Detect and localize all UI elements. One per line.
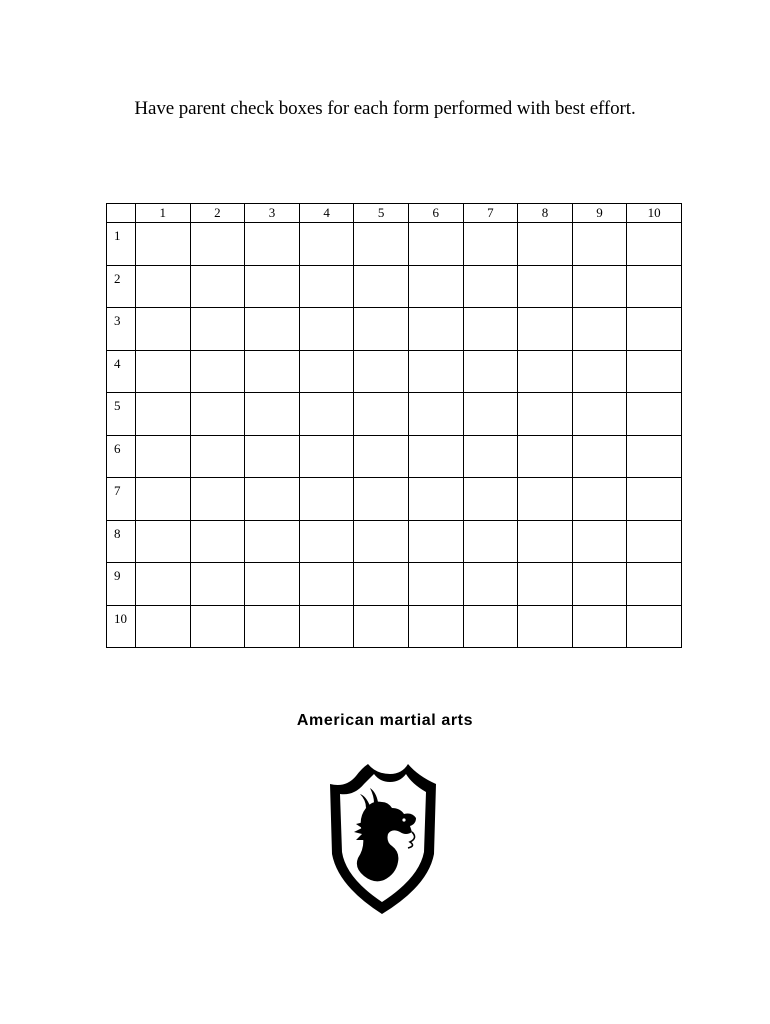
check-box-cell[interactable]	[136, 605, 191, 648]
check-box-cell[interactable]	[572, 393, 627, 436]
check-box-cell[interactable]	[299, 350, 354, 393]
table-row	[107, 223, 682, 266]
check-box-cell[interactable]	[518, 605, 573, 648]
row-header: 10	[107, 605, 136, 648]
check-box-cell[interactable]	[354, 223, 409, 266]
table-row	[107, 308, 682, 351]
column-header: 4	[299, 204, 354, 223]
check-box-cell[interactable]	[518, 223, 573, 266]
school-name: American martial arts	[296, 712, 474, 729]
check-box-cell[interactable]	[627, 265, 682, 308]
check-box-cell[interactable]	[463, 308, 518, 351]
table-row	[107, 605, 682, 648]
check-box-cell[interactable]	[627, 350, 682, 393]
row-header: 9	[107, 563, 136, 606]
check-box-cell[interactable]	[136, 308, 191, 351]
check-box-cell[interactable]	[354, 478, 409, 521]
check-box-cell[interactable]	[354, 435, 409, 478]
check-box-cell[interactable]	[245, 435, 300, 478]
check-box-cell[interactable]	[408, 563, 463, 606]
check-box-cell[interactable]	[518, 520, 573, 563]
check-box-cell[interactable]	[354, 563, 409, 606]
check-box-cell[interactable]	[299, 393, 354, 436]
check-box-cell[interactable]	[572, 605, 627, 648]
check-box-cell[interactable]	[299, 435, 354, 478]
check-box-cell[interactable]	[572, 478, 627, 521]
check-box-cell[interactable]	[518, 478, 573, 521]
check-box-cell[interactable]	[190, 605, 245, 648]
check-box-cell[interactable]	[299, 223, 354, 266]
check-box-cell[interactable]	[245, 308, 300, 351]
check-box-cell[interactable]	[136, 563, 191, 606]
check-box-cell[interactable]	[408, 350, 463, 393]
instruction-text: Have parent check boxes for each form performed with best effort.	[134, 98, 636, 119]
check-box-cell[interactable]	[136, 435, 191, 478]
check-box-cell[interactable]	[572, 350, 627, 393]
check-box-cell[interactable]	[245, 605, 300, 648]
row-header: 6	[107, 435, 136, 478]
column-header: 1	[136, 204, 191, 223]
check-box-cell[interactable]	[518, 308, 573, 351]
check-box-cell[interactable]	[572, 520, 627, 563]
check-box-cell[interactable]	[299, 478, 354, 521]
check-box-cell[interactable]	[463, 265, 518, 308]
check-box-cell[interactable]	[245, 265, 300, 308]
check-box-cell[interactable]	[463, 520, 518, 563]
dragon-eye	[402, 818, 405, 821]
check-box-cell[interactable]	[354, 265, 409, 308]
column-header: 9	[572, 204, 627, 223]
row-header: 5	[107, 393, 136, 436]
check-box-cell[interactable]	[190, 435, 245, 478]
column-header: 3	[245, 204, 300, 223]
check-box-cell[interactable]	[190, 563, 245, 606]
column-header: 10	[627, 204, 682, 223]
check-box-cell[interactable]	[299, 605, 354, 648]
check-box-cell[interactable]	[408, 605, 463, 648]
check-box-cell[interactable]	[245, 563, 300, 606]
table-row	[107, 478, 682, 521]
check-box-cell[interactable]	[190, 308, 245, 351]
table-row	[107, 563, 682, 606]
check-box-cell[interactable]	[245, 393, 300, 436]
check-box-cell[interactable]	[190, 520, 245, 563]
check-box-cell[interactable]	[463, 478, 518, 521]
check-box-cell[interactable]	[627, 605, 682, 648]
check-box-cell[interactable]	[136, 393, 191, 436]
table-row	[107, 520, 682, 563]
check-box-cell[interactable]	[572, 308, 627, 351]
check-box-cell[interactable]	[463, 605, 518, 648]
check-box-cell[interactable]	[627, 563, 682, 606]
check-box-cell[interactable]	[245, 478, 300, 521]
check-box-cell[interactable]	[354, 308, 409, 351]
check-box-cell[interactable]	[572, 265, 627, 308]
row-header: 3	[107, 308, 136, 351]
check-box-cell[interactable]	[518, 435, 573, 478]
check-box-cell[interactable]	[408, 308, 463, 351]
row-header: 8	[107, 520, 136, 563]
check-box-cell[interactable]	[299, 520, 354, 563]
check-box-cell[interactable]	[518, 393, 573, 436]
check-box-cell[interactable]	[245, 223, 300, 266]
check-box-cell[interactable]	[572, 223, 627, 266]
check-box-cell[interactable]	[518, 350, 573, 393]
check-box-cell[interactable]	[463, 435, 518, 478]
table-row	[107, 393, 682, 436]
column-header: 7	[463, 204, 518, 223]
check-box-cell[interactable]	[463, 393, 518, 436]
check-box-cell[interactable]	[627, 308, 682, 351]
check-box-cell[interactable]	[354, 520, 409, 563]
check-box-cell[interactable]	[408, 478, 463, 521]
check-box-cell[interactable]	[190, 265, 245, 308]
check-box-cell[interactable]	[190, 478, 245, 521]
table-row	[107, 265, 682, 308]
column-header: 8	[518, 204, 573, 223]
check-box-cell[interactable]	[136, 520, 191, 563]
column-header: 5	[354, 204, 409, 223]
check-box-cell[interactable]	[354, 350, 409, 393]
corner-cell	[107, 204, 136, 223]
row-header: 4	[107, 350, 136, 393]
check-box-cell[interactable]	[136, 223, 191, 266]
check-box-cell[interactable]	[408, 435, 463, 478]
check-box-cell[interactable]	[572, 563, 627, 606]
check-box-cell[interactable]	[518, 265, 573, 308]
check-box-cell[interactable]	[245, 350, 300, 393]
check-box-cell[interactable]	[627, 393, 682, 436]
check-box-cell[interactable]	[190, 350, 245, 393]
check-box-cell[interactable]	[408, 393, 463, 436]
row-header: 1	[107, 223, 136, 266]
check-box-cell[interactable]	[572, 435, 627, 478]
check-box-cell[interactable]	[463, 223, 518, 266]
check-box-cell[interactable]	[190, 393, 245, 436]
dragon-shield-icon	[326, 762, 440, 916]
check-box-cell[interactable]	[245, 520, 300, 563]
check-box-cell[interactable]	[136, 478, 191, 521]
row-header: 7	[107, 478, 136, 521]
checkbox-grid	[106, 203, 682, 648]
row-header: 2	[107, 265, 136, 308]
check-box-cell[interactable]	[518, 563, 573, 606]
check-box-cell[interactable]	[136, 265, 191, 308]
check-box-cell[interactable]	[627, 478, 682, 521]
check-box-cell[interactable]	[408, 520, 463, 563]
check-box-cell[interactable]	[408, 223, 463, 266]
check-box-cell[interactable]	[463, 350, 518, 393]
table-row	[107, 350, 682, 393]
check-box-cell[interactable]	[299, 563, 354, 606]
check-box-cell[interactable]	[354, 605, 409, 648]
check-box-cell[interactable]	[463, 563, 518, 606]
check-box-cell[interactable]	[627, 223, 682, 266]
check-box-cell[interactable]	[299, 308, 354, 351]
check-box-cell[interactable]	[627, 520, 682, 563]
column-header: 2	[190, 204, 245, 223]
check-box-cell[interactable]	[408, 265, 463, 308]
check-box-cell[interactable]	[299, 265, 354, 308]
table-row	[107, 435, 682, 478]
header-row	[107, 204, 682, 223]
check-box-cell[interactable]	[627, 435, 682, 478]
check-box-cell[interactable]	[354, 393, 409, 436]
column-header: 6	[408, 204, 463, 223]
check-box-cell[interactable]	[136, 350, 191, 393]
check-box-cell[interactable]	[190, 223, 245, 266]
